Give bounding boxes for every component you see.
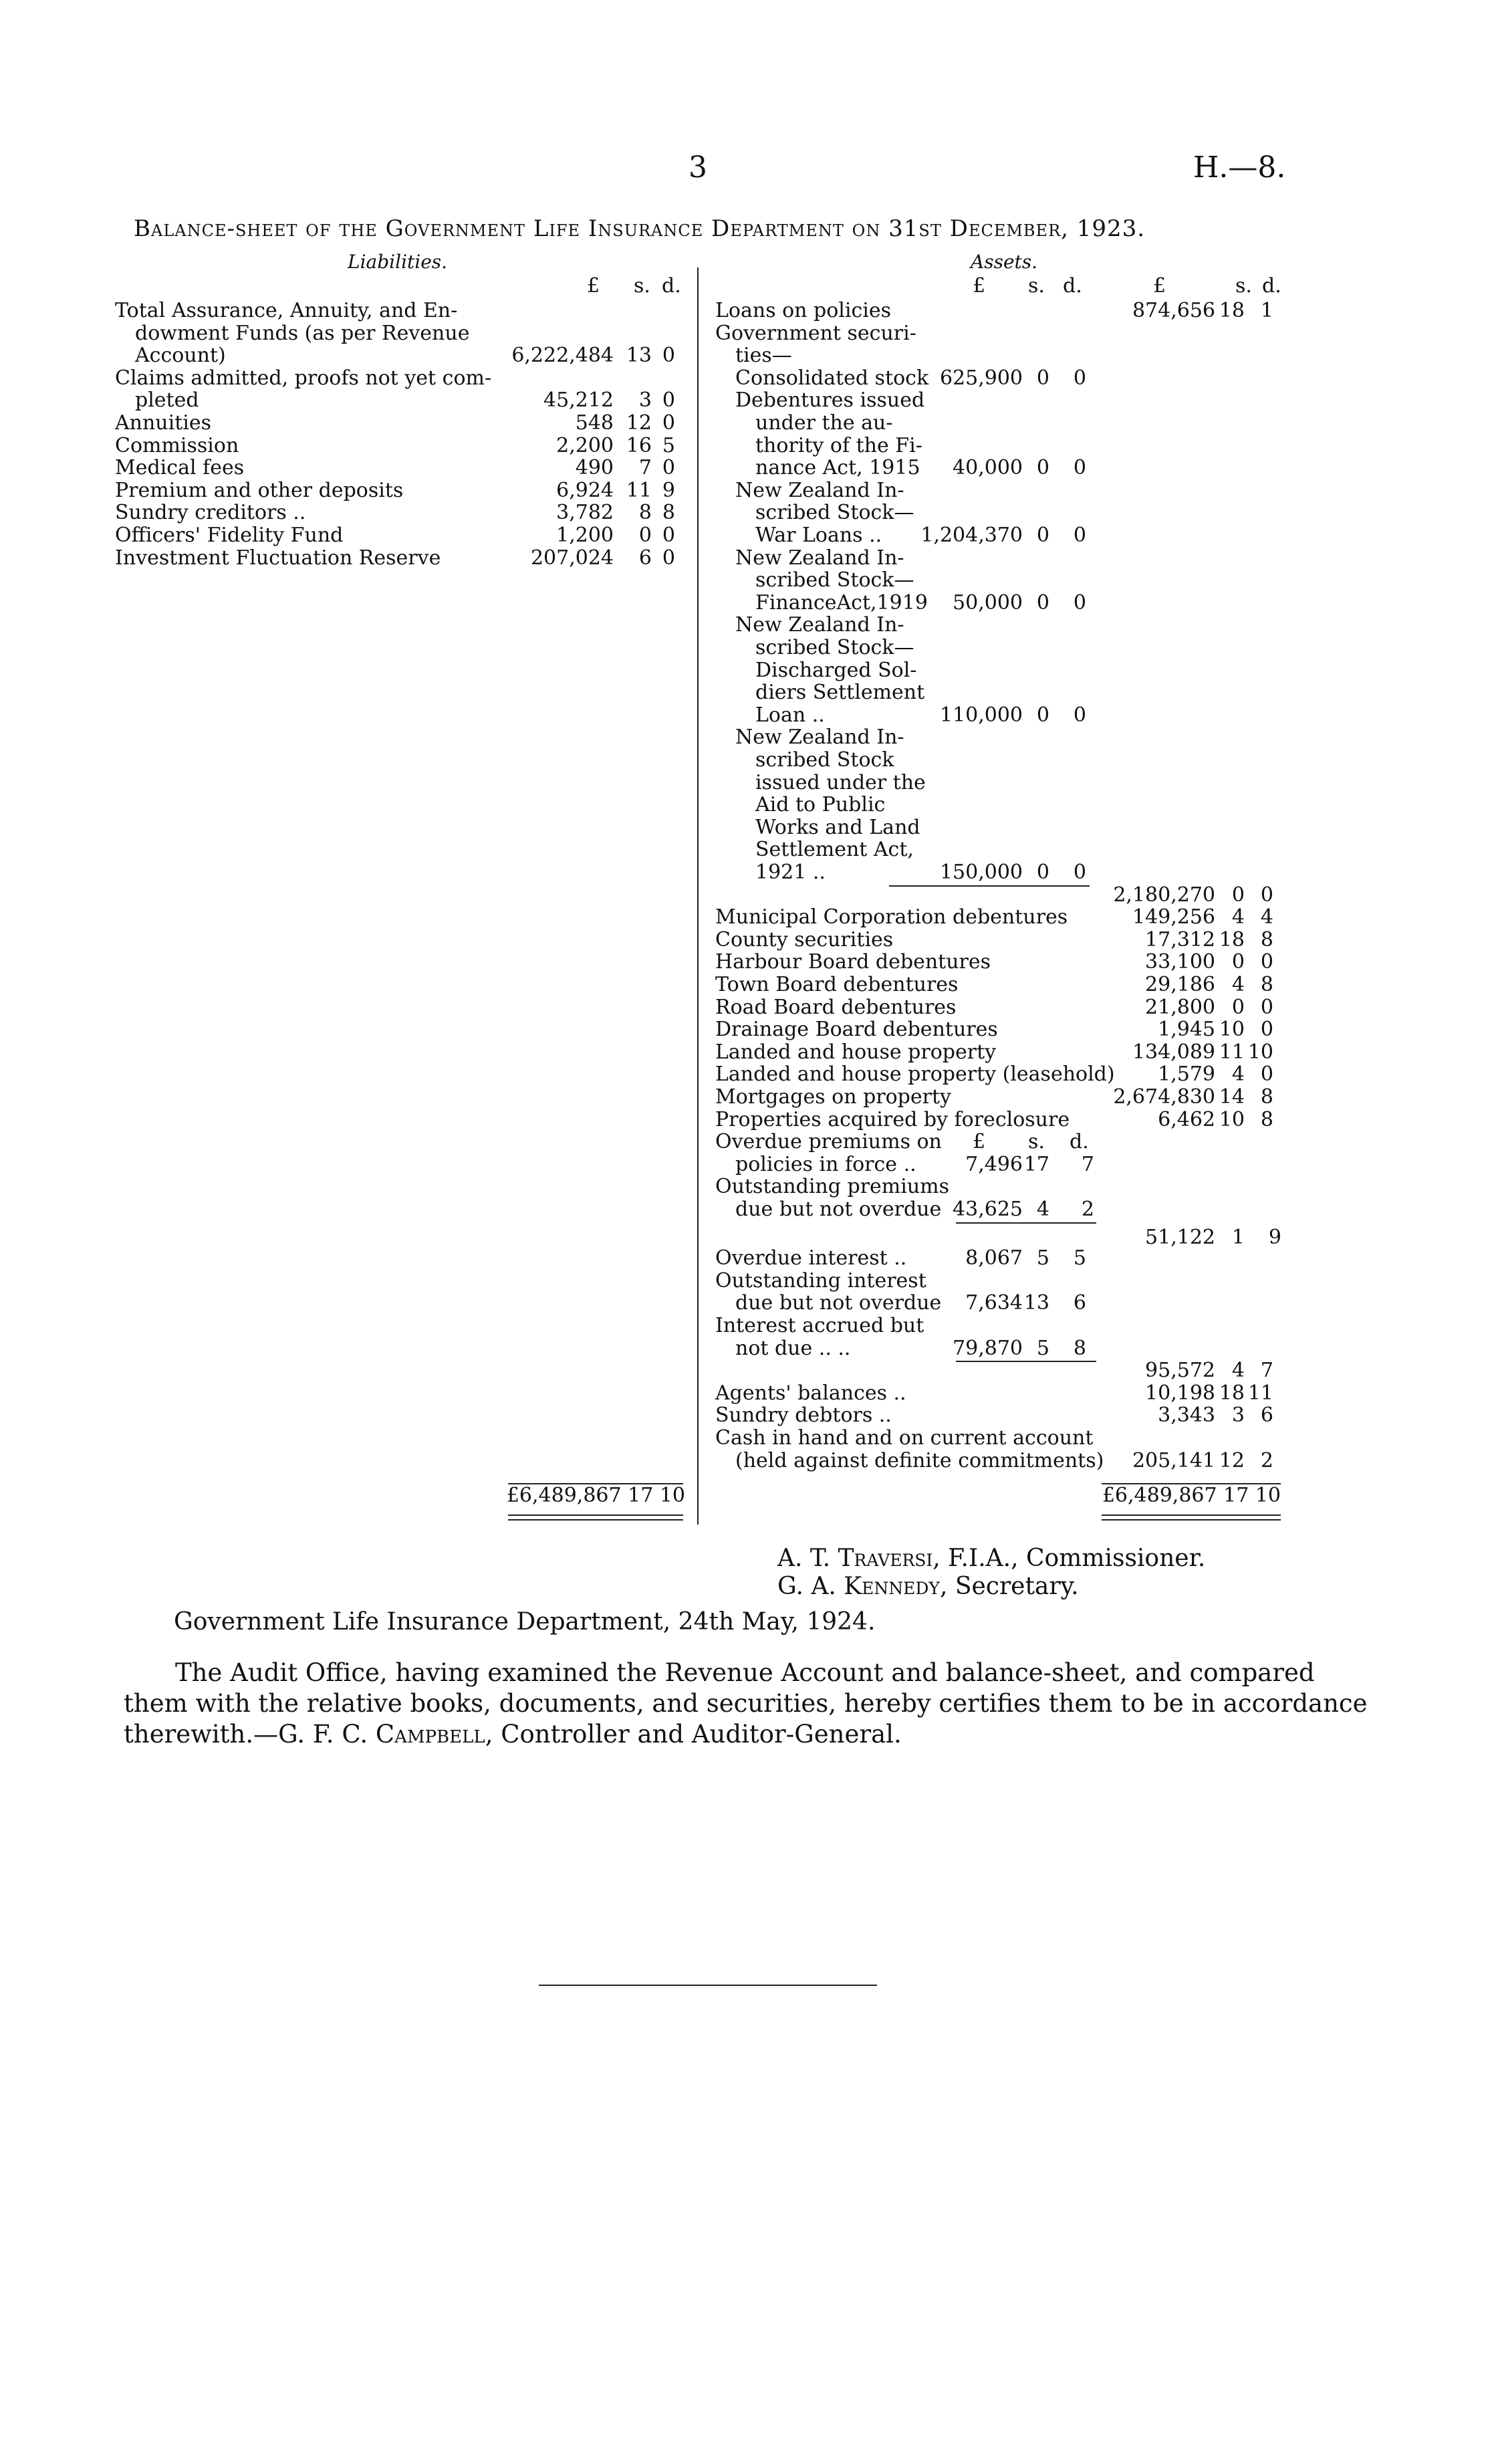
asset-6-pounds: 134,089 xyxy=(1132,1040,1215,1064)
liability-0-shillings: 13 xyxy=(626,344,652,368)
premiums-total-pence: 9 xyxy=(1268,1225,1281,1249)
interest-accrued-label: Interest accrued but xyxy=(715,1314,924,1337)
liabilities-heading: Liabilities. xyxy=(348,251,448,273)
outstanding-interest-pence: 6 xyxy=(1073,1291,1086,1315)
government-security-label: scribed Stock xyxy=(755,748,894,772)
liability-label: Sundry creditors .. xyxy=(115,501,306,525)
government-security-1-shillings: 0 xyxy=(1036,456,1049,480)
asset-7-shillings: 4 xyxy=(1231,1062,1245,1087)
government-securities-heading: ties— xyxy=(735,344,792,368)
liability-0-pounds: 6,222,484 xyxy=(511,344,614,368)
liability-label: Premium and other deposits xyxy=(115,478,404,502)
liability-5-shillings: 11 xyxy=(626,478,652,502)
outstanding-interest-pounds: 7,634 xyxy=(965,1291,1023,1315)
liability-3-pounds: 2,200 xyxy=(556,433,614,457)
asset-label: Landed and house property (leasehold) xyxy=(715,1062,1115,1087)
asset-label: Town Board debentures xyxy=(715,973,959,996)
government-security-label: diers Settlement xyxy=(755,681,925,705)
liabilities-col-pounds: £ xyxy=(587,274,600,298)
assets-heading: Assets. xyxy=(971,251,1038,273)
commissioner-name: A. T. Traversi xyxy=(777,1545,933,1572)
liability-4-shillings: 7 xyxy=(638,456,652,480)
balance-sheet-title: Balance-sheet of the Government Life Insurance Department on 31st December, 1923. xyxy=(134,215,1146,242)
asset-1-pence: 8 xyxy=(1260,927,1273,951)
liabilities-col-s: s. xyxy=(634,274,650,298)
asset-2-pence: 0 xyxy=(1260,950,1273,974)
asset-0-pounds: 149,256 xyxy=(1132,905,1215,929)
assets-total-col-s: s. xyxy=(1235,274,1252,298)
asset-3-shillings: 4 xyxy=(1231,973,1245,996)
document-reference: H.—8. xyxy=(1193,150,1286,185)
government-security-1-pence: 0 xyxy=(1073,456,1086,480)
outstanding-premiums-label: Outstanding premiums xyxy=(715,1175,949,1199)
assets-double-rule-1 xyxy=(1102,1515,1281,1516)
asset-1-shillings: 18 xyxy=(1219,927,1245,951)
premiums-total-pounds: 51,122 xyxy=(1145,1225,1215,1249)
government-securities-heading: Government securi- xyxy=(715,321,916,345)
cash-label: (held against definite commitments) xyxy=(735,1448,1104,1472)
outstanding-interest-label: Outstanding interest xyxy=(715,1268,926,1293)
government-security-0-pence: 0 xyxy=(1073,366,1086,390)
outstanding-premiums-shillings: 4 xyxy=(1036,1198,1049,1221)
government-securities-total-shillings: 0 xyxy=(1231,883,1245,907)
asset-0-shillings: 4 xyxy=(1231,905,1245,929)
liability-4-pence: 0 xyxy=(662,456,675,480)
government-security-2-pence: 0 xyxy=(1073,524,1086,547)
premiums-col-s: s. xyxy=(1028,1130,1045,1154)
government-security-label: New Zealand In- xyxy=(735,546,904,570)
assets-col-s: s. xyxy=(1028,274,1045,298)
government-security-label: War Loans .. xyxy=(755,524,882,547)
loans-on-policies-label: Loans on policies xyxy=(715,299,892,322)
liability-8-pence: 0 xyxy=(662,546,675,570)
government-security-label: Settlement Act, xyxy=(755,838,914,862)
asset-9-pence: 8 xyxy=(1260,1107,1273,1131)
column-divider xyxy=(697,267,699,1525)
asset-7-pounds: 1,579 xyxy=(1158,1062,1215,1087)
auditor-name: Campbell xyxy=(375,1720,485,1749)
liability-7-pence: 0 xyxy=(662,524,675,547)
asset-label: Mortgages on property xyxy=(715,1085,951,1109)
asset-label: Municipal Corporation debentures xyxy=(715,905,1068,929)
government-security-0-pounds: 625,900 xyxy=(939,366,1023,390)
premiums-total-shillings: 1 xyxy=(1231,1225,1245,1249)
interest-accrued-pounds: 79,870 xyxy=(953,1336,1023,1360)
overdue-interest-label: Overdue interest .. xyxy=(715,1246,907,1270)
loans-on-policies-pounds: 874,656 xyxy=(1132,299,1215,322)
liabilities-double-rule-2 xyxy=(508,1519,683,1521)
commissioner-title: , F.I.A., Commissioner. xyxy=(932,1545,1206,1572)
liabilities-double-rule-1 xyxy=(508,1515,683,1516)
liability-label: Total Assurance, Annuity, and En- xyxy=(115,299,458,322)
overdue-premiums-pence: 7 xyxy=(1081,1152,1094,1176)
asset-9-shillings: 10 xyxy=(1219,1107,1245,1131)
closing-rule xyxy=(539,1985,877,1986)
asset-tail-1-pounds: 3,343 xyxy=(1158,1404,1215,1428)
liability-label: Account) xyxy=(135,344,226,368)
government-securities-total-pence: 0 xyxy=(1260,883,1273,907)
liability-1-pounds: 45,212 xyxy=(543,388,614,413)
asset-2-shillings: 0 xyxy=(1231,950,1245,974)
liabilities-col-d: d. xyxy=(662,274,681,298)
asset-tail-0-pounds: 10,198 xyxy=(1145,1381,1215,1405)
liability-label: Officers' Fidelity Fund xyxy=(115,524,344,547)
asset-tail-0-pence: 11 xyxy=(1247,1381,1273,1405)
asset-2-pounds: 33,100 xyxy=(1145,950,1215,974)
government-securities-subtotal-rule xyxy=(889,885,1090,887)
asset-label: Road Board debentures xyxy=(715,995,957,1019)
audit-line-3-post: , Controller and Auditor-General. xyxy=(485,1720,902,1749)
interest-total-pence: 7 xyxy=(1260,1359,1273,1383)
premiums-subtotal-rule xyxy=(956,1222,1096,1224)
government-security-label: FinanceAct,1919 xyxy=(755,590,928,614)
liability-6-pence: 8 xyxy=(662,501,675,525)
asset-9-pounds: 6,462 xyxy=(1158,1107,1215,1131)
government-security-label: Consolidated stock xyxy=(735,366,929,390)
government-security-label: Debentures issued xyxy=(735,388,925,413)
cash-shillings: 12 xyxy=(1219,1448,1245,1472)
overdue-premiums-label: policies in force .. xyxy=(735,1152,916,1176)
premiums-col-pounds: £ xyxy=(973,1130,986,1154)
outstanding-premiums-pounds: 43,625 xyxy=(953,1198,1023,1221)
asset-3-pounds: 29,186 xyxy=(1145,973,1215,996)
asset-tail-1-pence: 6 xyxy=(1260,1404,1273,1428)
asset-8-pounds: 2,674,830 xyxy=(1113,1085,1215,1109)
signature-secretary xyxy=(777,1573,1079,1600)
government-security-label: New Zealand In- xyxy=(735,478,904,502)
liability-6-shillings: 8 xyxy=(638,501,652,525)
liability-2-pounds: 548 xyxy=(575,411,614,435)
government-security-2-shillings: 0 xyxy=(1036,524,1049,547)
government-security-5-pounds: 150,000 xyxy=(939,861,1023,884)
government-security-3-shillings: 0 xyxy=(1036,590,1049,614)
audit-line-3-pre: therewith.—G. F. C. xyxy=(124,1720,376,1749)
interest-subtotal-rule xyxy=(956,1361,1096,1362)
asset-5-shillings: 10 xyxy=(1219,1018,1245,1042)
liability-8-shillings: 6 xyxy=(638,546,652,570)
loans-on-policies-shillings: 18 xyxy=(1219,299,1245,322)
government-security-label: issued under the xyxy=(755,770,926,794)
outstanding-interest-label: due but not overdue xyxy=(735,1291,942,1315)
liability-label: Investment Fluctuation Reserve xyxy=(115,546,441,570)
liability-7-pounds: 1,200 xyxy=(556,524,614,547)
interest-accrued-shillings: 5 xyxy=(1036,1336,1049,1360)
outstanding-interest-shillings: 13 xyxy=(1023,1291,1049,1315)
cash-label: Cash in hand and on current account xyxy=(715,1426,1094,1450)
asset-label: County securities xyxy=(715,927,894,951)
government-security-label: Aid to Public xyxy=(755,793,886,817)
asset-8-pence: 8 xyxy=(1260,1085,1273,1109)
audit-line-3 xyxy=(124,1718,902,1751)
government-security-2-pounds: 1,204,370 xyxy=(920,524,1023,547)
signature-commissioner xyxy=(777,1545,1205,1572)
liability-5-pence: 9 xyxy=(662,478,675,502)
assets-total-col-pounds: £ xyxy=(1153,274,1166,298)
premiums-col-d: d. xyxy=(1070,1130,1089,1154)
assets-double-rule-2 xyxy=(1102,1519,1281,1521)
asset-5-pounds: 1,945 xyxy=(1158,1018,1215,1042)
government-security-label: New Zealand In- xyxy=(735,725,904,750)
asset-tail-label: Agents' balances .. xyxy=(715,1381,906,1405)
liability-3-shillings: 16 xyxy=(626,433,652,457)
asset-label: Properties acquired by foreclosure xyxy=(715,1107,1070,1131)
interest-total-shillings: 4 xyxy=(1231,1359,1245,1383)
liability-2-shillings: 12 xyxy=(626,411,652,435)
government-security-1-pounds: 40,000 xyxy=(953,456,1023,480)
assets-total-col-d: d. xyxy=(1262,274,1281,298)
government-security-label: Discharged Sol- xyxy=(755,658,917,682)
assets-total: £6,489,867 17 10 xyxy=(1102,1484,1281,1507)
government-security-3-pounds: 50,000 xyxy=(953,590,1023,614)
liability-5-pounds: 6,924 xyxy=(556,478,614,502)
liability-label: pleted xyxy=(135,388,199,413)
secretary-name: G. A. Kennedy xyxy=(777,1573,940,1600)
assets-col-pounds: £ xyxy=(973,274,986,298)
government-security-label: thority of the Fi- xyxy=(755,433,922,457)
government-security-label: New Zealand In- xyxy=(735,613,904,637)
interest-total-pounds: 95,572 xyxy=(1145,1359,1215,1383)
overdue-interest-pounds: 8,067 xyxy=(965,1246,1023,1270)
government-security-label: Works and Land xyxy=(755,815,920,839)
liability-7-shillings: 0 xyxy=(638,524,652,547)
interest-accrued-pence: 8 xyxy=(1073,1336,1086,1360)
government-security-label: scribed Stock— xyxy=(755,501,914,525)
asset-tail-label: Sundry debtors .. xyxy=(715,1404,892,1428)
liability-label: Commission xyxy=(115,433,239,457)
government-security-label: nance Act, 1915 xyxy=(755,456,920,480)
government-security-5-shillings: 0 xyxy=(1036,861,1049,884)
asset-7-pence: 0 xyxy=(1260,1062,1273,1087)
asset-label: Drainage Board debentures xyxy=(715,1018,998,1042)
government-security-label: scribed Stock— xyxy=(755,568,914,592)
government-security-4-pence: 0 xyxy=(1073,703,1086,727)
liability-3-pence: 5 xyxy=(662,433,675,457)
government-security-4-pounds: 110,000 xyxy=(939,703,1023,727)
overdue-interest-pence: 5 xyxy=(1073,1246,1086,1270)
asset-6-pence: 10 xyxy=(1247,1040,1273,1064)
cash-pence: 2 xyxy=(1260,1448,1273,1472)
government-security-label: Loan .. xyxy=(755,703,825,727)
overdue-premiums-shillings: 17 xyxy=(1023,1152,1049,1176)
overdue-premiums-pounds: 7,496 xyxy=(965,1152,1023,1176)
assets-col-d: d. xyxy=(1063,274,1082,298)
government-securities-total-pounds: 2,180,270 xyxy=(1113,883,1215,907)
audit-line-1: The Audit Office, having examined the Revenue Account and balance-sheet, and compared xyxy=(175,1658,1315,1687)
liability-label: Claims admitted, proofs not yet com- xyxy=(115,366,492,390)
government-security-label: scribed Stock— xyxy=(755,636,914,659)
asset-4-pence: 0 xyxy=(1260,995,1273,1019)
asset-tail-1-shillings: 3 xyxy=(1231,1404,1245,1428)
government-security-label: 1921 .. xyxy=(755,861,826,884)
liability-label: dowment Funds (as per Revenue xyxy=(135,321,470,345)
liability-4-pounds: 490 xyxy=(575,456,614,480)
asset-label: Harbour Board debentures xyxy=(715,950,991,974)
loans-on-policies-pence: 1 xyxy=(1260,299,1273,322)
asset-6-shillings: 11 xyxy=(1219,1040,1245,1064)
liability-1-shillings: 3 xyxy=(638,388,652,413)
government-security-3-pence: 0 xyxy=(1073,590,1086,614)
liability-1-pence: 0 xyxy=(662,388,675,413)
cash-pounds: 205,141 xyxy=(1132,1448,1215,1472)
overdue-premiums-label: Overdue premiums on xyxy=(715,1130,942,1154)
outstanding-premiums-pence: 2 xyxy=(1081,1198,1094,1221)
liabilities-total: £6,489,867 17 10 xyxy=(506,1484,685,1507)
outstanding-premiums-label: due but not overdue xyxy=(735,1198,942,1221)
asset-8-shillings: 14 xyxy=(1219,1085,1245,1109)
asset-0-pence: 4 xyxy=(1260,905,1273,929)
overdue-interest-shillings: 5 xyxy=(1036,1246,1049,1270)
audit-line-2: them with the relative books, documents, and securities, hereby certifies them to be in accordance xyxy=(124,1689,1368,1718)
government-security-0-shillings: 0 xyxy=(1036,366,1049,390)
government-security-4-shillings: 0 xyxy=(1036,703,1049,727)
liability-2-pence: 0 xyxy=(662,411,675,435)
asset-tail-0-shillings: 18 xyxy=(1219,1381,1245,1405)
asset-1-pounds: 17,312 xyxy=(1145,927,1215,951)
page-number: 3 xyxy=(689,150,707,185)
dateline: Government Life Insurance Department, 24th May, 1924. xyxy=(174,1608,876,1636)
interest-accrued-label: not due .. .. xyxy=(735,1336,851,1360)
government-security-label: under the au- xyxy=(755,411,893,435)
liability-label: Medical fees xyxy=(115,456,245,480)
government-security-5-pence: 0 xyxy=(1073,861,1086,884)
liability-0-pence: 0 xyxy=(662,344,675,368)
asset-3-pence: 8 xyxy=(1260,973,1273,996)
liability-6-pounds: 3,782 xyxy=(556,501,614,525)
liability-8-pounds: 207,024 xyxy=(530,546,614,570)
secretary-title: , Secretary. xyxy=(939,1573,1079,1600)
asset-4-shillings: 0 xyxy=(1231,995,1245,1019)
asset-5-pence: 0 xyxy=(1260,1018,1273,1042)
asset-4-pounds: 21,800 xyxy=(1145,995,1215,1019)
liability-label: Annuities xyxy=(115,411,212,435)
asset-label: Landed and house property xyxy=(715,1040,997,1064)
